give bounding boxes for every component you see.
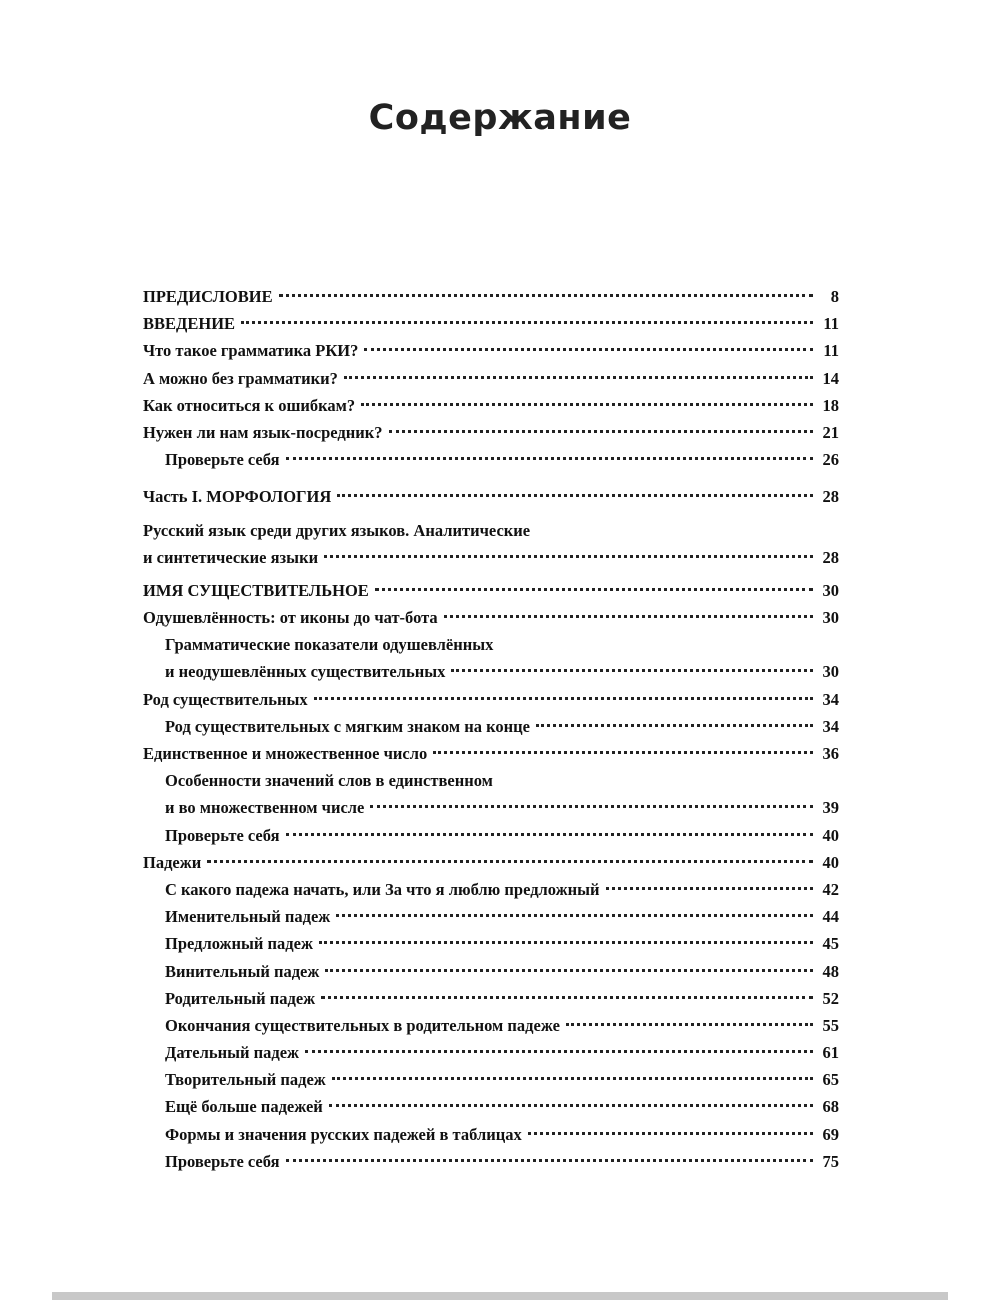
toc-entry[interactable] xyxy=(143,740,839,767)
toc-entry-title: и во множественном числе xyxy=(165,798,365,818)
page-bottom-divider xyxy=(52,1292,948,1300)
toc-entry-title: и синтетические языки xyxy=(143,547,319,567)
toc-entry[interactable] xyxy=(143,713,839,740)
toc-page-number: 30 xyxy=(822,608,839,628)
toc-entry[interactable] xyxy=(143,283,839,310)
toc-page-number: 30 xyxy=(822,580,839,600)
toc-page-number: 69 xyxy=(822,1124,839,1144)
toc-entry[interactable] xyxy=(143,1121,839,1148)
toc-page-number: 34 xyxy=(822,689,839,709)
toc-page-number: 30 xyxy=(822,662,839,682)
toc-page-number: 36 xyxy=(822,744,839,763)
toc-entry[interactable] xyxy=(143,337,839,364)
toc-entry[interactable] xyxy=(143,544,839,571)
toc-entry-title: Единственное и множественное число xyxy=(143,744,428,763)
toc-entry-title: ПРЕДИСЛОВИЕ xyxy=(143,287,273,306)
toc-page-number: 61 xyxy=(822,1043,839,1063)
toc-entry[interactable] xyxy=(143,577,839,604)
dot-leader xyxy=(566,1023,813,1026)
toc-entry-title: Род существительных xyxy=(143,689,308,709)
toc-entry-title: ВВЕДЕНИЕ xyxy=(143,314,236,334)
dot-leader xyxy=(314,697,813,700)
toc-entry-title: Формы и значения русских падежей в таблицах xyxy=(165,1124,522,1144)
toc-entry-title: Одушевлённость: от иконы до чат-бота xyxy=(143,608,438,628)
toc-entry-title: Что такое грамматика РКИ? xyxy=(143,341,359,361)
toc-page-number: 52 xyxy=(822,988,839,1008)
toc-page-number: 34 xyxy=(822,716,839,736)
toc-page-number: 68 xyxy=(822,1097,839,1117)
dot-leader xyxy=(528,1132,813,1135)
toc-entry-title: Проверьте себя xyxy=(165,450,280,470)
dot-leader xyxy=(241,321,813,324)
dot-leader xyxy=(389,430,814,433)
toc-entry-title: С какого падежа начать, или За что я люблю предложный xyxy=(165,879,600,899)
toc-entry-title: Творительный падеж xyxy=(165,1070,326,1090)
dot-leader xyxy=(444,615,813,618)
toc-entry-title: Часть I. МОРФОЛОГИЯ xyxy=(143,487,332,507)
dot-leader xyxy=(336,914,813,917)
toc-entry-title: Русский язык среди других языков. Аналитические xyxy=(143,520,531,540)
dot-leader xyxy=(332,1077,813,1080)
dot-leader xyxy=(329,1104,813,1107)
toc-entry-title: Особенности значений слов в единственном xyxy=(165,771,493,791)
toc-entry[interactable] xyxy=(143,1039,839,1066)
toc-page-number: 8 xyxy=(830,287,839,306)
toc-entry[interactable] xyxy=(143,365,839,392)
toc-entry-first-line xyxy=(143,517,839,544)
toc-page-number: 55 xyxy=(822,1015,839,1035)
toc-entry[interactable] xyxy=(143,604,839,631)
toc-entry[interactable] xyxy=(143,446,839,473)
dot-leader xyxy=(286,457,813,460)
toc-page-number: 65 xyxy=(822,1070,839,1090)
toc-entry[interactable] xyxy=(143,985,839,1012)
toc-page-number: 48 xyxy=(822,961,839,981)
toc-entry-title: Окончания существительных в родительном падеже xyxy=(165,1015,560,1035)
toc-entry[interactable] xyxy=(143,419,839,446)
table-of-contents xyxy=(143,283,839,1175)
toc-entry-title: А можно без грамматики? xyxy=(143,368,338,388)
dot-leader xyxy=(451,669,813,672)
toc-entry[interactable] xyxy=(143,876,839,903)
dot-leader xyxy=(325,969,813,972)
dot-leader xyxy=(606,887,813,890)
dot-leader xyxy=(536,724,813,727)
toc-entry[interactable] xyxy=(143,930,839,957)
toc-entry-first-line xyxy=(143,631,839,658)
dot-leader xyxy=(364,348,813,351)
toc-entry[interactable] xyxy=(143,310,839,337)
dot-leader xyxy=(344,376,813,379)
dot-leader xyxy=(321,996,813,999)
toc-entry[interactable] xyxy=(143,849,839,876)
toc-entry[interactable] xyxy=(143,903,839,930)
toc-entry-title: Род существительных с мягким знаком на конце xyxy=(165,716,530,736)
toc-page-number: 28 xyxy=(822,487,839,507)
toc-entry-title: Дательный падеж xyxy=(165,1043,299,1063)
toc-entry-title: Предложный падеж xyxy=(165,934,313,954)
toc-entry[interactable] xyxy=(143,1012,839,1039)
dot-leader xyxy=(286,1159,813,1162)
toc-entry[interactable] xyxy=(143,1093,839,1120)
toc-page-number: 42 xyxy=(822,879,839,899)
toc-entry[interactable] xyxy=(143,1066,839,1093)
toc-entry-title: Нужен ли нам язык-посредник? xyxy=(143,422,383,442)
toc-entry[interactable] xyxy=(143,1148,839,1175)
dot-leader xyxy=(433,751,813,754)
toc-page-number: 11 xyxy=(823,341,839,361)
toc-page-number: 44 xyxy=(822,907,839,927)
dot-leader xyxy=(279,294,813,297)
toc-entry[interactable] xyxy=(143,483,839,510)
toc-entry[interactable] xyxy=(143,392,839,419)
toc-entry-title: и неодушевлённых существительных xyxy=(165,662,446,682)
dot-leader xyxy=(207,860,813,863)
toc-page-number: 21 xyxy=(822,422,839,442)
toc-entry-first-line xyxy=(143,767,839,794)
toc-entry-title: Проверьте себя xyxy=(165,825,280,845)
dot-leader xyxy=(375,588,813,591)
toc-page-number: 26 xyxy=(822,450,839,470)
toc-page-number: 40 xyxy=(822,825,839,845)
dot-leader xyxy=(324,555,813,558)
toc-entry-title: Ещё больше падежей xyxy=(165,1097,323,1117)
toc-entry-title: Падежи xyxy=(143,852,202,872)
dot-leader xyxy=(337,494,813,497)
toc-entry-title: Винительный падеж xyxy=(165,961,320,981)
toc-entry-title: Проверьте себя xyxy=(165,1151,280,1171)
toc-page-number: 28 xyxy=(822,547,839,567)
toc-entry-title: Родительный падеж xyxy=(165,988,316,1008)
toc-page-number: 75 xyxy=(822,1151,839,1171)
toc-page-number: 45 xyxy=(822,934,839,954)
toc-page-number: 40 xyxy=(822,852,839,872)
toc-entry[interactable] xyxy=(143,958,839,985)
toc-page-number: 18 xyxy=(822,395,839,415)
toc-page-number: 14 xyxy=(822,368,839,388)
toc-entry[interactable] xyxy=(143,658,839,685)
dot-leader xyxy=(286,833,813,836)
toc-entry-title: Именительный падеж xyxy=(165,907,331,927)
toc-entry-title: Грамматические показатели одушевлённых xyxy=(165,635,494,655)
toc-entry-title: ИМЯ СУЩЕСТВИТЕЛЬНОЕ xyxy=(143,580,369,600)
dot-leader xyxy=(370,805,813,808)
toc-entry[interactable] xyxy=(143,794,839,821)
toc-entry[interactable] xyxy=(143,686,839,713)
dot-leader xyxy=(319,941,813,944)
toc-page-number: 11 xyxy=(823,314,839,334)
page-title: Содержание xyxy=(368,98,632,138)
toc-entry[interactable] xyxy=(143,822,839,849)
dot-leader xyxy=(361,403,813,406)
toc-page-number: 39 xyxy=(822,798,839,818)
toc-entry-title: Как относиться к ошибкам? xyxy=(143,395,356,415)
dot-leader xyxy=(305,1050,813,1053)
